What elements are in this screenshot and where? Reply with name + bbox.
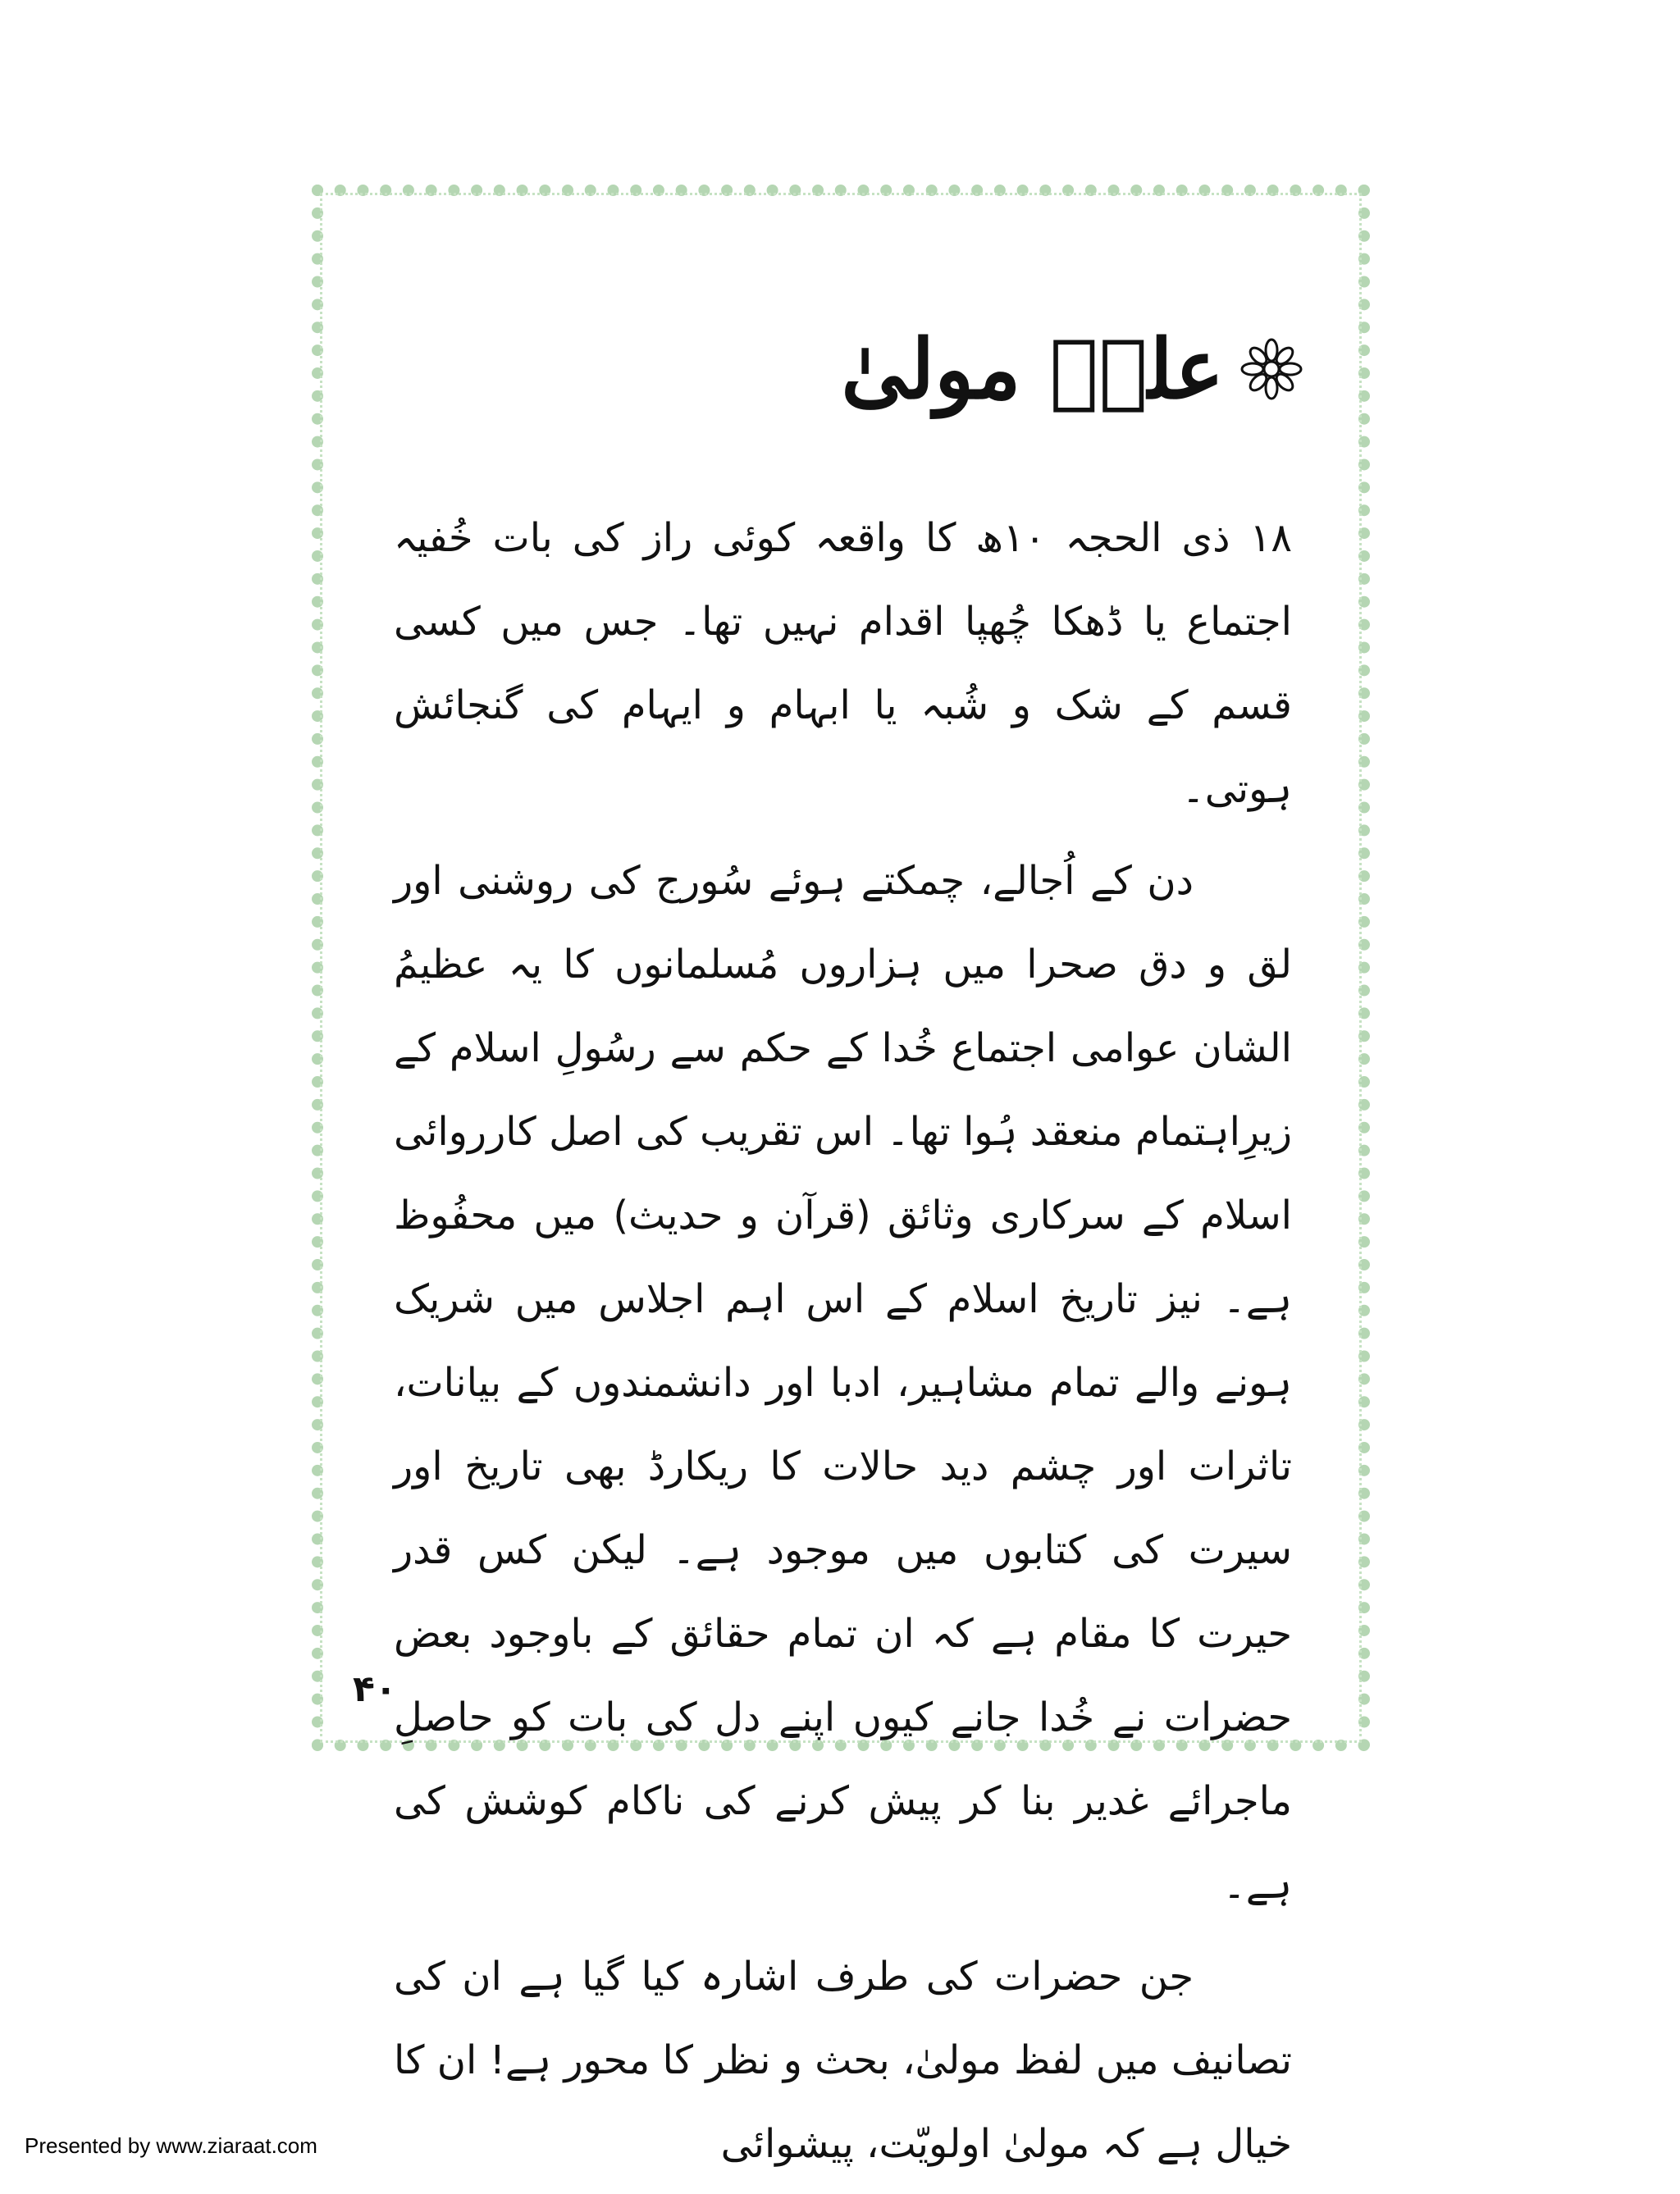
flower-icon <box>1239 336 1304 402</box>
paragraph-3: جن حضرات کی طرف اشارہ کیا گیا ہے ان کی تصانیف میں لفظ مولیٰ، بحث و نظر کا محور ہے! ان کا خیال ہے کہ مولیٰ اولویّت، پیشوائی <box>394 1954 1292 2167</box>
paragraph-2: دن کے اُجالے، چمکتے ہوئے سُورج کی روشنی اور لق و دق صحرا میں ہزاروں مُسلمانوں کا یہ عظیمُ الشان عوامی اجتماع خُدا کے حکم سے رسُولِ اسلام کے زیرِاہتمام منعقد ہُوا تھا۔ اس تقریب کی اصل کارروائی اسلام کے سرکاری وثائق (قرآن و حدیث) میں محفُوظ ہے۔ نیز تاریخ اسلام کے اس اہم اجلاس میں شریک ہونے والے تمام مشاہیر، ادبا اور دانشمندوں کے بیانات، تاثرات اور چشم دید حالات کا ریکارڈ بھی تاریخ اور سیرت کی کتابوں میں موجود ہے۔ لیکن کس قدر حیرت کا مقام ہے کہ ان تمام حقائق کے باوجود بعض حضرات نے خُدا جانے کیوں اپنے دل کی بات کو حاصلِ ماجرائے غدیر بنا کر پیش کرنے کی ناکام کوشش کی ہے۔ <box>394 858 1293 1908</box>
footer-credit: Presented by www.ziaraat.com <box>25 2133 317 2158</box>
page-number: ۴۰ <box>353 1668 397 1710</box>
body-text <box>394 496 1292 2194</box>
paragraph-1: ۱۸ ذی الحجہ ۱۰ھ کا واقعہ کوئی راز کی بات خُفیہ اجتماع یا ڈھکا چُھپا اقدام نہیں تھا۔ جس میں کسی قسم کے شک و شُبہ یا ابہام و ایہام کی گنجائش ہوتی۔ <box>394 515 1292 812</box>
title-block <box>841 321 1304 417</box>
page-frame <box>312 185 1370 2167</box>
page-title: علیؑ مولیٰ <box>841 321 1224 417</box>
